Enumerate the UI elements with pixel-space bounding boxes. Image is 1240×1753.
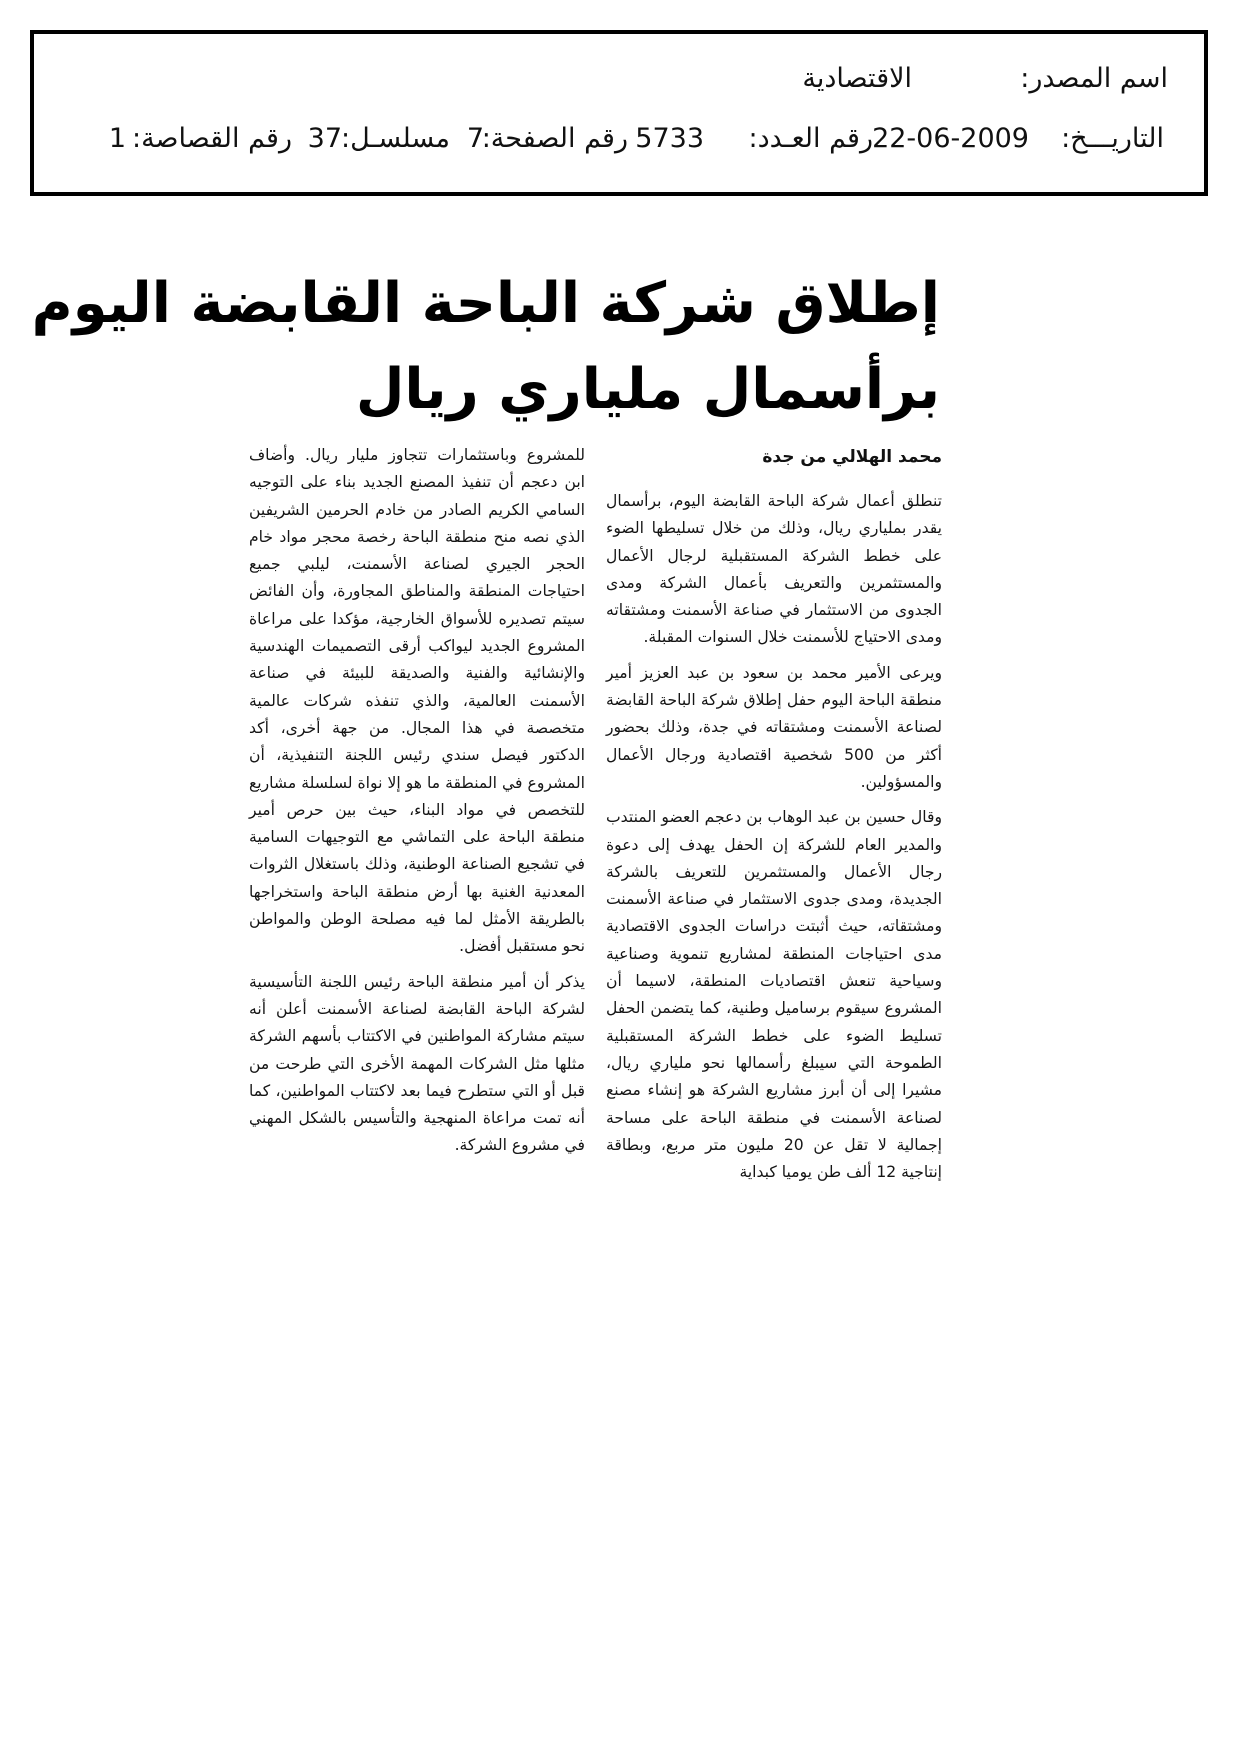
paragraph: ويرعى الأمير محمد بن سعود بن عبد العزيز أمير منطقة الباحة اليوم حفل إطلاق شركة الباحة القابضة لصناعة الأسمنت ومشتقاته في جدة، وذلك بحضور أكثر من 500 شخصية اقتصادية ورجال الأعمال والمسؤولين. <box>606 663 942 791</box>
clipping-info-box <box>30 30 1208 196</box>
source-label: اسم المصدر: <box>1020 63 1168 94</box>
page-value: 7 <box>466 123 484 154</box>
article-column-right <box>606 488 942 1186</box>
page-label: رقم الصفحة: <box>481 123 628 154</box>
headline-line-2: برأسمال ملياري ريال <box>355 357 940 422</box>
serial-value: 37 <box>307 123 342 154</box>
issue-value: 5733 <box>635 123 704 154</box>
paragraph: تنطلق أعمال شركة الباحة القابضة اليوم، برأسمال يقدر بملياري ريال، وذلك من خلال تسليطها الضوء على خطط الشركة المستقبلية لرجال الأعمال والمستثمرين والتعريف بأعمال الشركة ومدى الجدوى من الاستثمار في صناعة الأسمنت ومشتقاته ومدى الاحتياج للأسمنت خلال السنوات المقبلة. <box>606 492 942 647</box>
clip-value: 1 <box>108 123 126 154</box>
headline-line-1: إطلاق شركة الباحة القابضة اليوم <box>31 271 940 336</box>
serial-label: مسلسـل: <box>340 123 450 154</box>
article-column-left <box>249 442 585 1160</box>
clip-label: رقم القصاصة: <box>131 123 292 154</box>
source-value: الاقتصادية <box>802 63 912 94</box>
issue-label: رقم العـدد: <box>748 123 873 154</box>
date-value: 22-06-2009 <box>872 123 1029 154</box>
paragraph: للمشروع وباستثمارات تتجاوز مليار ريال. وأضاف ابن دعجم أن تنفيذ المصنع الجديد بناء على التوجيه السامي الكريم الصادر من خادم الحرمين الشريفين الذي نصه منح منطقة الباحة رخصة محجر مواد خام الحجر الجيري لصناعة الأسمنت، ليلبي جميع احتياجات المنطقة والمناطق المجاورة، وأن الفائض سيتم تصديره للأسواق الخارجية، مؤكدا على مراعاة المشروع الجديد ليواكب أرقى التصميمات الهندسية والإنشائية والفنية والصديقة للبيئة في صناعة الأسمنت العالمية، والذي تنفذه شركات عالمية متخصصة في هذا المجال. من جهة أخرى، أكد الدكتور فيصل سندي رئيس اللجنة التنفيذية، أن المشروع في المنطقة ما هو إلا نواة لسلسلة مشاريع للتخصص في مواد البناء، حيث بين حرص أمير منطقة الباحة على التماشي مع التوجيهات السامية في تشجيع الصناعة الوطنية، وذلك باستغلال الثروات المعدنية الغنية بها أرض منطقة الباحة واستخراجها بالطريقة الأمثل لما فيه مصلحة الوطن والمواطن نحو مستقبل أفضل. <box>249 446 585 956</box>
paragraph: وقال حسين بن عبد الوهاب بن دعجم العضو المنتدب والمدير العام للشركة إن الحفل يهدف إلى دعوة رجال الأعمال والمستثمرين للتعريف بالشركة الجديدة، ومدى جدوى الاستثمار في صناعة الأسمنت ومشتقاته، حيث أثبتت دراسات الجدوى الاقتصادية مدى احتياجات المنطقة لمشاريع تنموية وصناعية وسياحية تنعش اقتصاديات المنطقة، لاسيما أن المشروع سيقوم برساميل وطنية، كما يتضمن الحفل تسليط الضوء على خطط الشركة المستقبلية الطموحة التي سيبلغ رأسمالها نحو ملياري ريال، مشيرا إلى أن أبرز مشاريع الشركة هو إنشاء مصنع لصناعة الأسمنت في منطقة الباحة على مساحة إجمالية لا تقل عن 20 مليون متر مربع، وبطاقة إنتاجية 12 ألف طن يوميا كبداية <box>606 808 942 1182</box>
paragraph: يذكر أن أمير منطقة الباحة رئيس اللجنة التأسيسية لشركة الباحة القابضة لصناعة الأسمنت أعلن أنه سيتم مشاركة المواطنين في الاكتتاب بأسهم الشركة مثلها مثل الشركات المهمة الأخرى التي طرحت من قبل أو التي ستطرح فيما بعد لاكتتاب المواطنين، كما أنه تمت مراعاة المنهجية والتأسيس بالشكل المهني في مشروع الشركة. <box>249 972 585 1155</box>
byline: محمد الهلالي من جدة <box>762 447 942 467</box>
date-label: التاريـــخ: <box>1061 123 1164 154</box>
